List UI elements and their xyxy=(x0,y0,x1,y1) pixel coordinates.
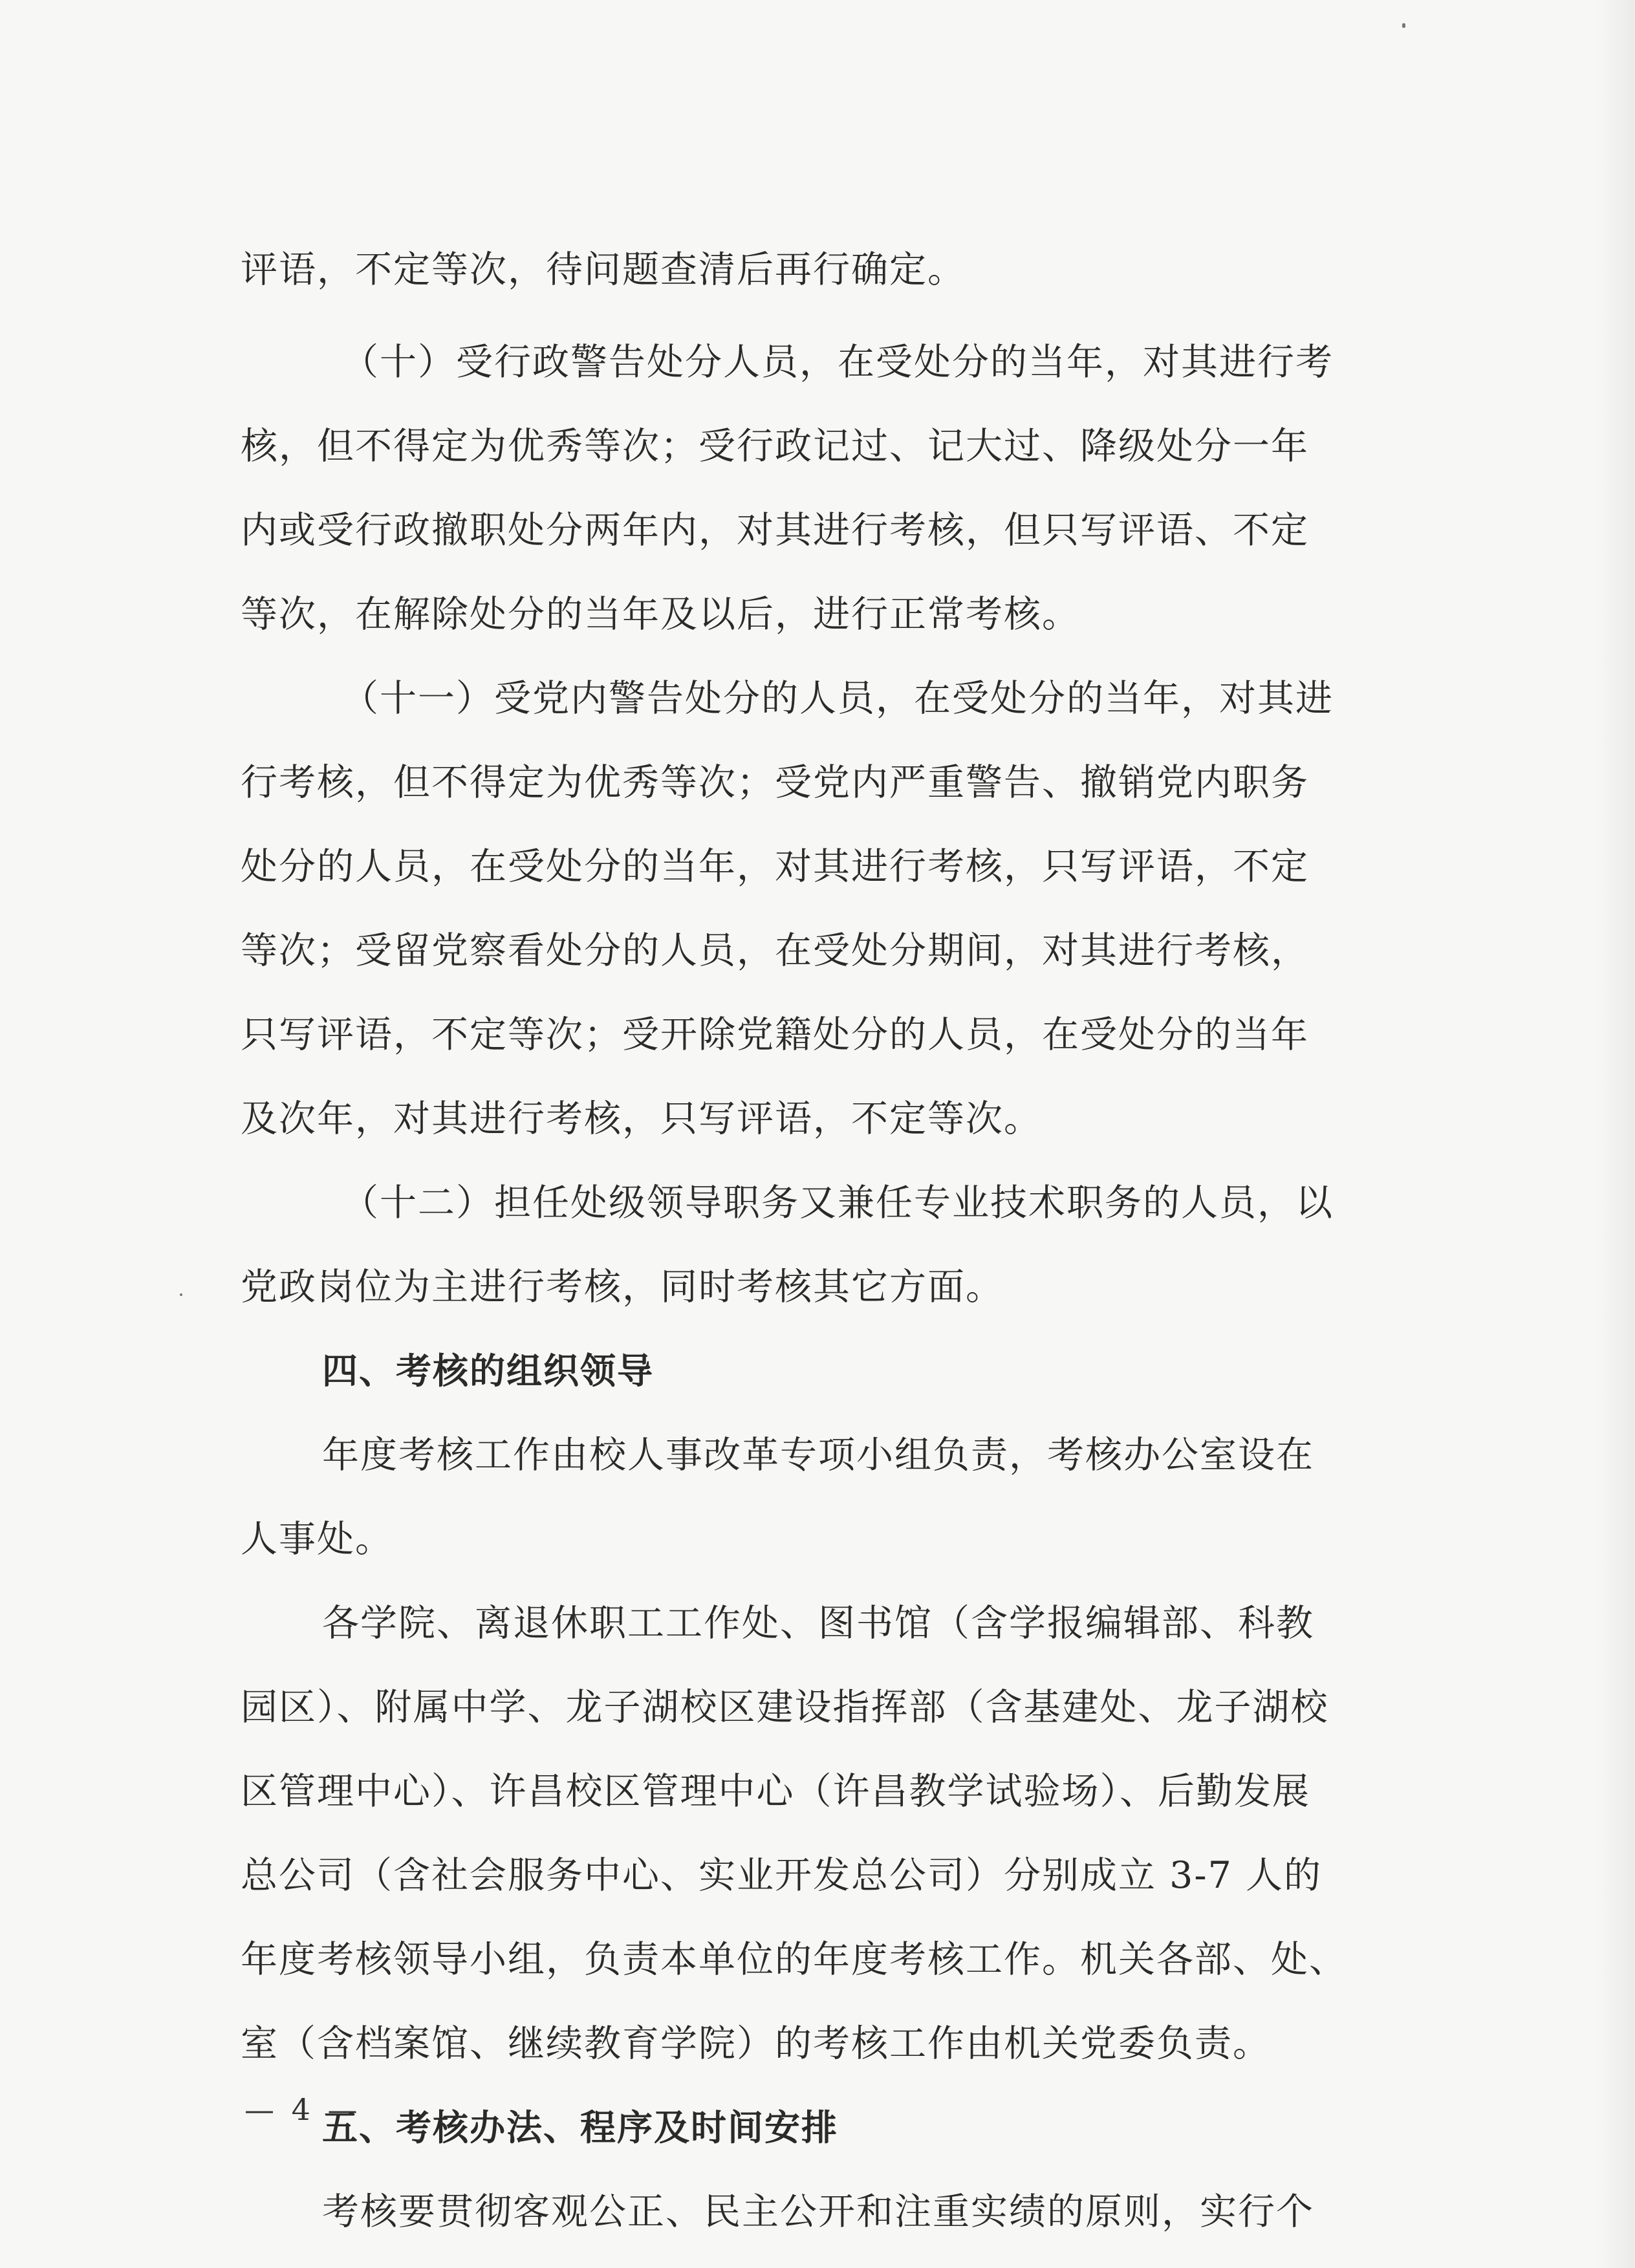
text-line: 人事处。 xyxy=(241,1518,393,1561)
section-heading-4: 四、考核的组织领导 xyxy=(322,1350,655,1392)
page-number: — 4 — xyxy=(244,2092,362,2127)
scan-speck xyxy=(180,1293,182,1296)
text-line: 行考核，但不得定为优秀等次；受党内严重警告、撤销党内职务 xyxy=(241,761,1309,804)
text-line: 处分的人员，在受处分的当年，对其进行考核，只写评语，不定 xyxy=(241,845,1309,888)
text-line: 党政岗位为主进行考核，同时考核其它方面。 xyxy=(241,1266,1004,1308)
text-line: 评语，不定等次，待问题查清后再行确定。 xyxy=(241,248,966,291)
text-line: 等次；受留党察看处分的人员，在受处分期间，对其进行考核， xyxy=(241,929,1309,972)
text-line: 只写评语，不定等次；受开除党籍处分的人员，在受处分的当年 xyxy=(241,1013,1309,1056)
paragraph-11-start: （十一）受党内警告处分的人员，在受处分的当年，对其进 xyxy=(341,677,1334,720)
scan-edge-shadow xyxy=(1596,0,1635,2268)
text-line: 内或受行政撤职处分两年内，对其进行考核，但只写评语、不定 xyxy=(241,509,1309,552)
text-line: 等次，在解除处分的当年及以后，进行正常考核。 xyxy=(241,593,1080,636)
text-line: 年度考核领导小组，负责本单位的年度考核工作。机关各部、处、 xyxy=(241,1938,1347,1981)
paragraph-start: 年度考核工作由校人事改革专项小组负责，考核办公室设在 xyxy=(322,1434,1314,1476)
paragraph-10-start: （十）受行政警告处分人员，在受处分的当年，对其进行考 xyxy=(341,341,1334,383)
scan-speck xyxy=(1402,23,1405,28)
text-line: 核，但不得定为优秀等次；受行政记过、记大过、降级处分一年 xyxy=(241,425,1309,468)
text-line: 园区）、附属中学、龙子湖校区建设指挥部（含基建处、龙子湖校 xyxy=(241,1686,1329,1729)
text-line: 总公司（含社会服务中心、实业开发总公司）分别成立 3-7 人的 xyxy=(241,1854,1323,1897)
paragraph-start: 各学院、离退休职工工作处、图书馆（含学报编辑部、科教 xyxy=(322,1602,1314,1645)
text-line: 室（含档案馆、继续教育学院）的考核工作由机关党委负责。 xyxy=(241,2022,1271,2065)
paragraph-start: 考核要贯彻客观公正、民主公开和注重实绩的原则，实行个 xyxy=(322,2190,1314,2233)
text-line: 及次年，对其进行考核，只写评语，不定等次。 xyxy=(241,1097,1042,1140)
text-line: 区管理中心）、许昌校区管理中心（许昌教学试验场）、后勤发展 xyxy=(241,1770,1310,1813)
paragraph-12-start: （十二）担任处级领导职务又兼任专业技术职务的人员，以 xyxy=(341,1182,1334,1224)
section-heading-5: 五、考核办法、程序及时间安排 xyxy=(322,2107,839,2148)
